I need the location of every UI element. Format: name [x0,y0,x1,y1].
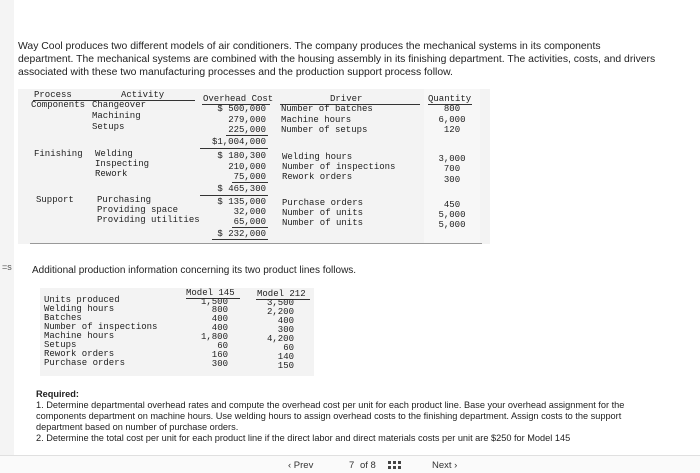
activity-label: Setups [92,122,125,132]
driver-label: Number of setups [281,125,368,135]
driver-label: Number of units [282,218,364,228]
m212-value: 3,500 [266,298,294,308]
cost-value: 75,000 [233,172,266,182]
quantity-value: 800 [443,104,461,114]
driver-label: Welding hours [282,152,353,162]
m145-value: 400 [211,314,228,324]
header-driver: Driver [330,94,363,104]
quantity-value: 5,000 [438,210,466,220]
subtotal-rule [232,227,268,228]
row-label: Rework orders [44,349,115,359]
row-label: Number of inspections [44,322,158,332]
intro-text: Way Cool produces two different models of air conditioners. The company produces the mechanical systems in its components department. The mechanical systems are combined with the housing assembly in its finishing department. The activities, costs, and drivers associated with these two manufacturing processes and the production support process follow. [18,41,656,78]
quantity-value: 3,000 [438,154,466,164]
header-overhead-cost: Overhead Cost [203,94,274,104]
activity-label: Inspecting [95,159,150,169]
header-quantity: Quantity [428,94,472,104]
support-total: $ 232,000 [217,229,266,239]
header-activity: Activity [121,90,165,100]
driver-label: Rework orders [282,172,353,182]
row-label: Batches [44,313,82,323]
finishing-total: $ 465,300 [217,184,266,194]
cost-value: $ 500,000 [217,104,266,114]
process-finishing: Finishing [34,149,83,159]
driver-label: Number of inspections [282,162,396,172]
header-process: Process [34,90,72,100]
cost-value: 32,000 [233,207,266,217]
row-label: Machine hours [44,331,115,341]
quantity-value: 450 [443,200,461,210]
m145-value: 1,500 [200,297,228,307]
m212-value: 140 [277,352,294,362]
m145-value: 1,800 [200,332,228,342]
m212-value: 60 [283,343,294,353]
components-total: $1,004,000 [211,137,266,147]
required-item-1: 1. Determine departmental overhead rates and compute the overhead cost per unit for each product line. Base your overhead assignment for the components department on machine hours. Use welding hours to assign overhead costs to the finishing department. Assign costs to the support department based on number of purchase orders. [36,400,625,432]
row-label: Setups [44,340,77,350]
required-title: Required: [36,389,79,399]
m212-value: 300 [277,325,294,335]
header-model-212: Model 212 [257,289,306,299]
driver-label: Number of units [282,208,364,218]
cost-value: $ 135,000 [217,197,266,207]
m212-value: 150 [277,361,294,371]
subtotal-rule [226,135,268,136]
quantity-value: 5,000 [438,220,466,230]
page-of-total: of 8 [360,460,376,471]
driver-label: Machine hours [281,115,352,125]
process-components: Components [31,100,86,110]
prev-button[interactable]: ‹ Prev [288,460,314,471]
quantity-value: 120 [443,125,461,135]
required-item-2: 2. Determine the total cost per unit for each product line if the direct labor and direct materials costs per unit are $250 for Model 145 [36,433,571,443]
quantity-value: 300 [443,175,461,185]
total-rule [200,148,268,149]
page-grid-icon[interactable] [388,461,402,469]
activity-label: Providing utilities [97,215,200,225]
activity-label: Providing space [97,205,179,215]
total-rule [212,239,268,240]
m212-value: 2,200 [266,307,294,317]
page-current: 7 [349,460,355,471]
required-section [36,389,636,444]
additional-info-text: Additional production information concerning its two product lines follows. [32,265,357,276]
m145-value: 800 [211,305,228,315]
total-rule [200,195,268,196]
driver-label: Purchase orders [282,198,364,208]
cost-value: $ 180,300 [217,151,266,161]
activity-label: Purchasing [97,195,152,205]
next-button[interactable]: Next › [432,460,458,471]
m145-value: 60 [217,341,228,351]
row-label: Purchase orders [44,358,126,368]
m212-value: 4,200 [266,334,294,344]
header-model-145: Model 145 [186,288,235,298]
quantity-value: 700 [443,164,461,174]
activity-label: Rework [95,169,128,179]
cost-value: 210,000 [228,162,266,172]
cost-value: 225,000 [228,125,266,135]
m212-value: 400 [277,316,294,326]
process-support: Support [36,195,74,205]
row-label: Units produced [44,295,120,305]
m145-value: 400 [211,323,228,333]
m145-value: 300 [211,359,228,369]
section-divider [30,243,482,244]
m145-value: 160 [211,350,228,360]
activity-label: Changeover [92,100,147,110]
activity-label: Welding [95,149,133,159]
cost-value: 65,000 [233,217,266,227]
quantity-value: 6,000 [438,115,466,125]
driver-label: Number of batches [281,104,373,114]
page-edge [0,0,14,472]
cost-value: 279,000 [228,115,266,125]
edge-mark: =s [2,262,12,272]
row-label: Welding hours [44,304,115,314]
subtotal-rule [232,182,268,183]
activity-label: Machining [92,111,141,121]
